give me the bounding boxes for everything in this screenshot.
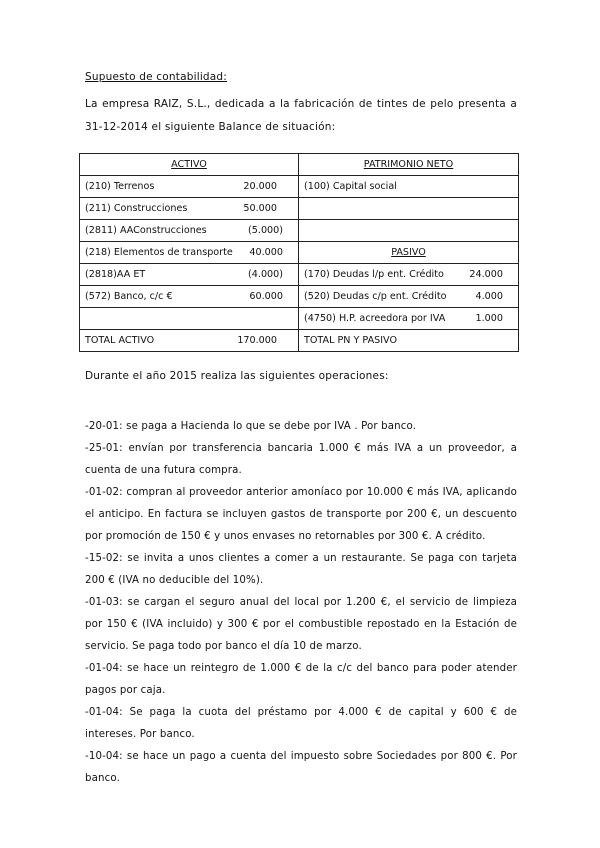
table-row: [80, 220, 519, 242]
activo-label: (218) Elementos de transporte: [85, 247, 233, 258]
activo-amount: 20.000: [243, 181, 277, 192]
table-row: [80, 198, 519, 220]
activo-label: (211) Construcciones: [85, 203, 188, 214]
activo-amount: 50.000: [243, 203, 277, 214]
total-activo-amount: 170.000: [237, 335, 277, 346]
table-row: [80, 264, 519, 286]
pasivo-label: (170) Deudas l/p ent. Crédito: [304, 269, 444, 280]
table-row: [80, 176, 519, 198]
table-row: [80, 330, 519, 352]
activo-amount: (4.000): [248, 269, 283, 280]
operation-item: -15-02: se invita a unos clientes a comer a un restaurante. Se paga con tarjeta 200 € (IVA no deducible del 10%).: [85, 553, 517, 586]
empty-cell: [299, 220, 519, 242]
operations-list: [85, 416, 517, 790]
activo-amount: (5.000): [248, 225, 283, 236]
activo-header-cell: [80, 154, 299, 176]
activo-label: (2818)AA ET: [85, 269, 146, 280]
document-heading: Supuesto de contabilidad:: [85, 71, 228, 83]
patrimonio-header: PATRIMONIO NETO: [363, 159, 454, 170]
activo-label: (210) Terrenos: [85, 181, 155, 192]
pasivo-amount: 24.000: [469, 269, 503, 280]
operation-item: -01-04: Se paga la cuota del préstamo por 4.000 € de capital y 600 € de intereses. Por banco.: [85, 707, 517, 740]
operation-item: -01-02: compran al proveedor anterior amoníaco por 10.000 € más IVA, aplicando el anticipo. En factura se incluyen gastos de transporte por 200 €, un descuento por promoción de 150 € y unos envases no retornables por 300 €. A crédito.: [85, 487, 517, 542]
activo-amount: 60.000: [249, 291, 283, 302]
activo-header: ACTIVO: [171, 159, 207, 170]
table-row: [80, 286, 519, 308]
activo-amount: 40.000: [249, 247, 283, 258]
activo-label: (2811) AAConstrucciones: [85, 225, 207, 236]
operation-item: -25-01: envían por transferencia bancaria 1.000 € más IVA a un proveedor, a cuenta de una futura compra.: [85, 443, 517, 476]
pasivo-header-cell: [299, 242, 519, 264]
patrimonio-header-cell: [299, 154, 519, 176]
table-row: [80, 242, 519, 264]
operation-item: -20-01: se paga a Hacienda lo que se debe por IVA . Por banco.: [85, 421, 417, 432]
balance-sheet-table: [79, 153, 519, 352]
total-pn-pasivo-label: TOTAL PN Y PASIVO: [304, 335, 398, 346]
activo-label: (572) Banco, c/c €: [85, 291, 173, 302]
pasivo-label: (4750) H.P. acreedora por IVA: [304, 313, 446, 324]
operation-item: -10-04: se hace un pago a cuenta del impuesto sobre Sociedades por 800 €. Por banco.: [85, 751, 517, 784]
total-activo-label: TOTAL ACTIVO: [85, 335, 155, 346]
operations-intro: Durante el año 2015 realiza las siguientes operaciones:: [85, 370, 389, 382]
operation-item: -01-04: se hace un reintegro de 1.000 € de la c/c del banco para poder atender pagos por caja.: [85, 663, 517, 696]
pasivo-header: PASIVO: [391, 247, 426, 258]
operation-item: -01-03: se cargan el seguro anual del local por 1.200 €, el servicio de limpieza por 150 € (IVA incluido) y 300 € por el combustible repostado en la Estación de servicio. Se paga todo por banco el día 10 de marzo.: [85, 597, 517, 652]
intro-paragraph: La empresa RAIZ, S.L., dedicada a la fabricación de tintes de pelo presenta a 31-12-2014 el siguiente Balance de situación:: [85, 98, 517, 133]
empty-cell: [299, 198, 519, 220]
table-row: [80, 308, 519, 330]
pasivo-amount: 1.000: [475, 313, 503, 324]
pasivo-amount: 4.000: [475, 291, 503, 302]
patrimonio-label: (100) Capital social: [304, 181, 397, 192]
empty-cell: [80, 308, 299, 330]
pasivo-label: (520) Deudas c/p ent. Crédito: [304, 291, 447, 302]
table-row: [80, 154, 519, 176]
